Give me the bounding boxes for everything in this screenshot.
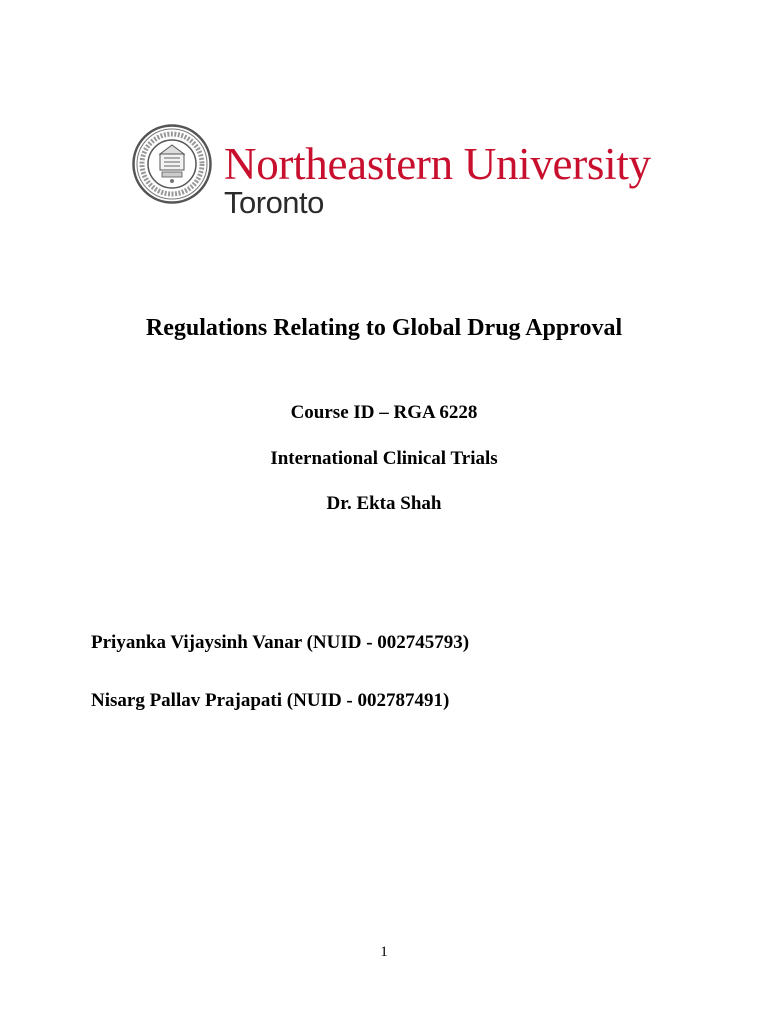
- author-line: Nisarg Pallav Prajapati (NUID - 002787491): [91, 690, 450, 711]
- course-name: International Clinical Trials: [270, 448, 498, 469]
- instructor-name: Dr. Ekta Shah: [326, 493, 442, 514]
- page-number: 1: [380, 944, 388, 960]
- campus-name: Toronto: [224, 185, 324, 220]
- university-seal-icon: [132, 124, 212, 204]
- course-id: Course ID – RGA 6228: [290, 402, 478, 423]
- university-name: Northeastern University: [224, 139, 651, 189]
- university-logo: [132, 124, 692, 224]
- author-line: Priyanka Vijaysinh Vanar (NUID - 002745793): [91, 632, 470, 653]
- document-title: Regulations Relating to Global Drug Approval: [145, 315, 623, 341]
